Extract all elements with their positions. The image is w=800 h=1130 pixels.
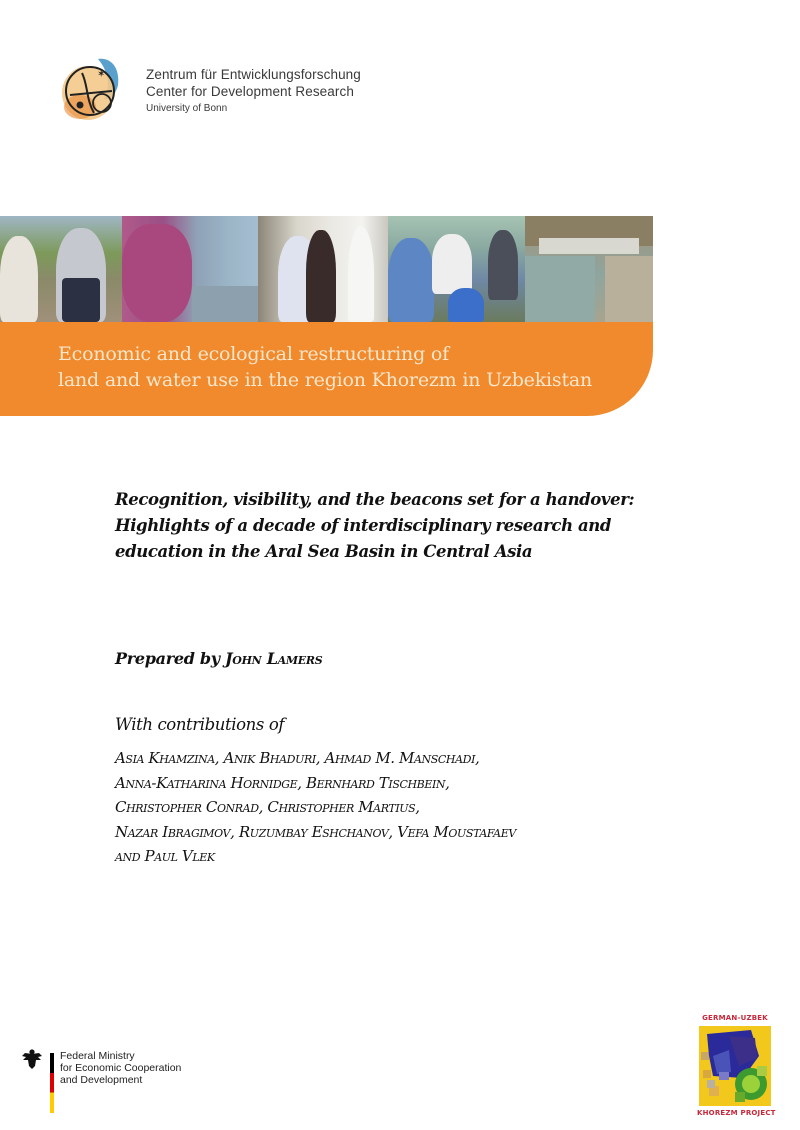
photo-strip — [0, 216, 653, 322]
institute-name — [146, 66, 361, 117]
contributors-line: Nazar Ibragimov, Ruzumbay Eshchanov, Vefa Moustafaev — [115, 822, 516, 841]
project-title-line1: Economic and ecological restructuring of — [58, 343, 449, 365]
photo-dam — [525, 216, 653, 322]
university-name: University of Bonn — [146, 103, 228, 114]
photo-field-team — [388, 216, 525, 322]
author-name: John Lamers — [225, 649, 323, 668]
project-logo-top-text: GERMAN-UZBEK — [702, 1014, 768, 1022]
institute-name-german: Zentrum für Entwicklungsforschung — [146, 67, 361, 82]
project-title — [58, 341, 592, 393]
document-title-line1: Recognition, visibility, and the beacons set for a handover: — [115, 490, 635, 509]
ministry-name-line3: and Development — [60, 1074, 143, 1086]
photo-lab-work — [258, 216, 388, 322]
zef-logo-icon — [60, 55, 122, 125]
federal-eagle-icon — [20, 1047, 44, 1071]
project-banner — [0, 322, 653, 416]
contributors-line: Anna-Katharina Hornidge, Bernhard Tischbein, — [115, 773, 450, 792]
ministry-name-line2: for Economic Cooperation — [60, 1062, 182, 1074]
svg-text:✶: ✶ — [97, 69, 106, 80]
photo-flowering-shrub-river — [122, 216, 258, 322]
contributors-list — [115, 746, 516, 869]
prepared-by-label: Prepared by — [115, 649, 226, 668]
institute-name-english: Center for Development Research — [146, 84, 354, 99]
contributors-line: Christopher Conrad, Christopher Martius, — [115, 798, 420, 816]
project-title-line2: land and water use in the region Khorezm in Uzbekistan — [58, 369, 593, 391]
german-flag-bar — [50, 1053, 54, 1113]
ministry-name-line1: Federal Ministry — [60, 1050, 135, 1062]
contributors-line: and Paul Vlek — [115, 847, 215, 865]
document-title-line3: education in the Aral Sea Basin in Central Asia — [115, 542, 533, 561]
photo-field-sampling — [0, 216, 122, 322]
document-title-line2: Highlights of a decade of interdisciplinary research and — [115, 516, 612, 535]
project-logo-bottom-text: KHOREZM PROJECT — [697, 1109, 776, 1117]
document-title — [115, 487, 675, 565]
khorezm-project-logo — [697, 1014, 776, 1120]
mosaic-sun-icon — [699, 1026, 771, 1106]
ministry-name — [60, 1050, 181, 1086]
prepared-by — [115, 649, 322, 668]
contributions-intro: With contributions of — [115, 715, 285, 734]
contributors-line: Asia Khamzina, Anik Bhaduri, Ahmad M. Manschadi, — [115, 749, 480, 767]
